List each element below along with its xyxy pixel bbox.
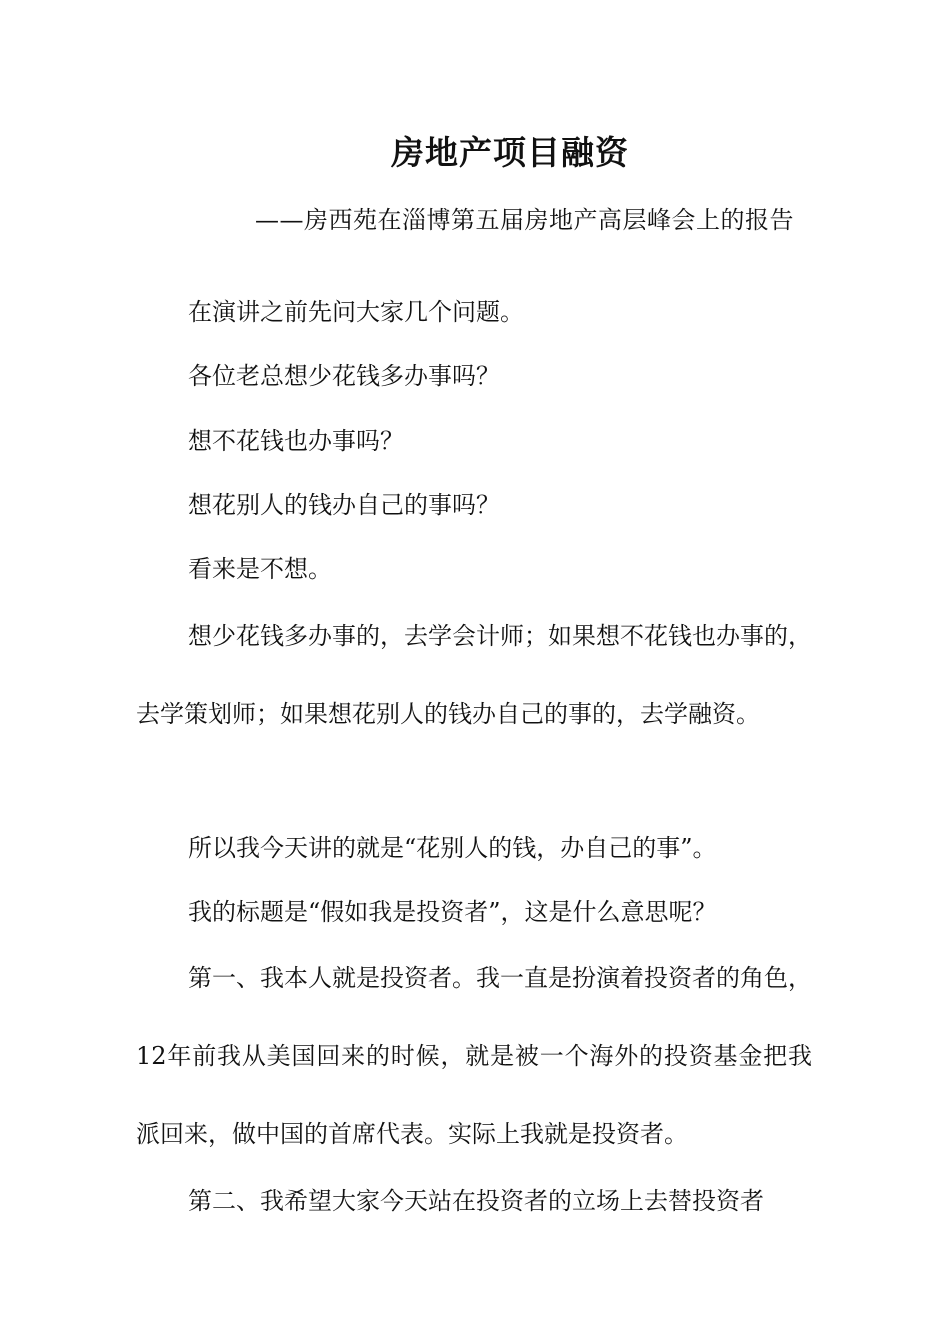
paragraph-line: 想花别人的钱办自己的事吗？ (188, 491, 500, 519)
paragraph: 第一、我本人就是投资者。我一直是扮演着投资者的角色，12年前我从美国回来的时候，就是被一个海外的投资基金把我派回来，做中国的首席代表。实际上我就是投资者。 (136, 964, 812, 1148)
paragraph-line: 想不花钱也办事吗？ (188, 427, 404, 455)
paragraph-line: 所以我今天讲的就是“花别人的钱，办自己的事”。 (188, 834, 717, 862)
document-subtitle: ——房西苑在淄博第五届房地产高层峰会上的报告 (255, 206, 794, 234)
document-title: 房地产项目融资 (391, 133, 629, 172)
paragraph: 第二、我希望大家今天站在投资者的立场上去替投资者 (188, 1187, 764, 1215)
paragraph-line: 我的标题是“假如我是投资者”，这是什么意思呢？ (188, 898, 717, 926)
paragraph: 想少花钱多办事的，去学会计师；如果想不花钱也办事的，去学策划师；如果想花别人的钱办自己的事的，去学融资。 (136, 622, 812, 728)
paragraph-line: 在演讲之前先问大家几个问题。 (188, 298, 524, 326)
paragraph-line: 各位老总想少花钱多办事吗？ (188, 362, 500, 390)
paragraph-line: 看来是不想。 (188, 555, 332, 583)
